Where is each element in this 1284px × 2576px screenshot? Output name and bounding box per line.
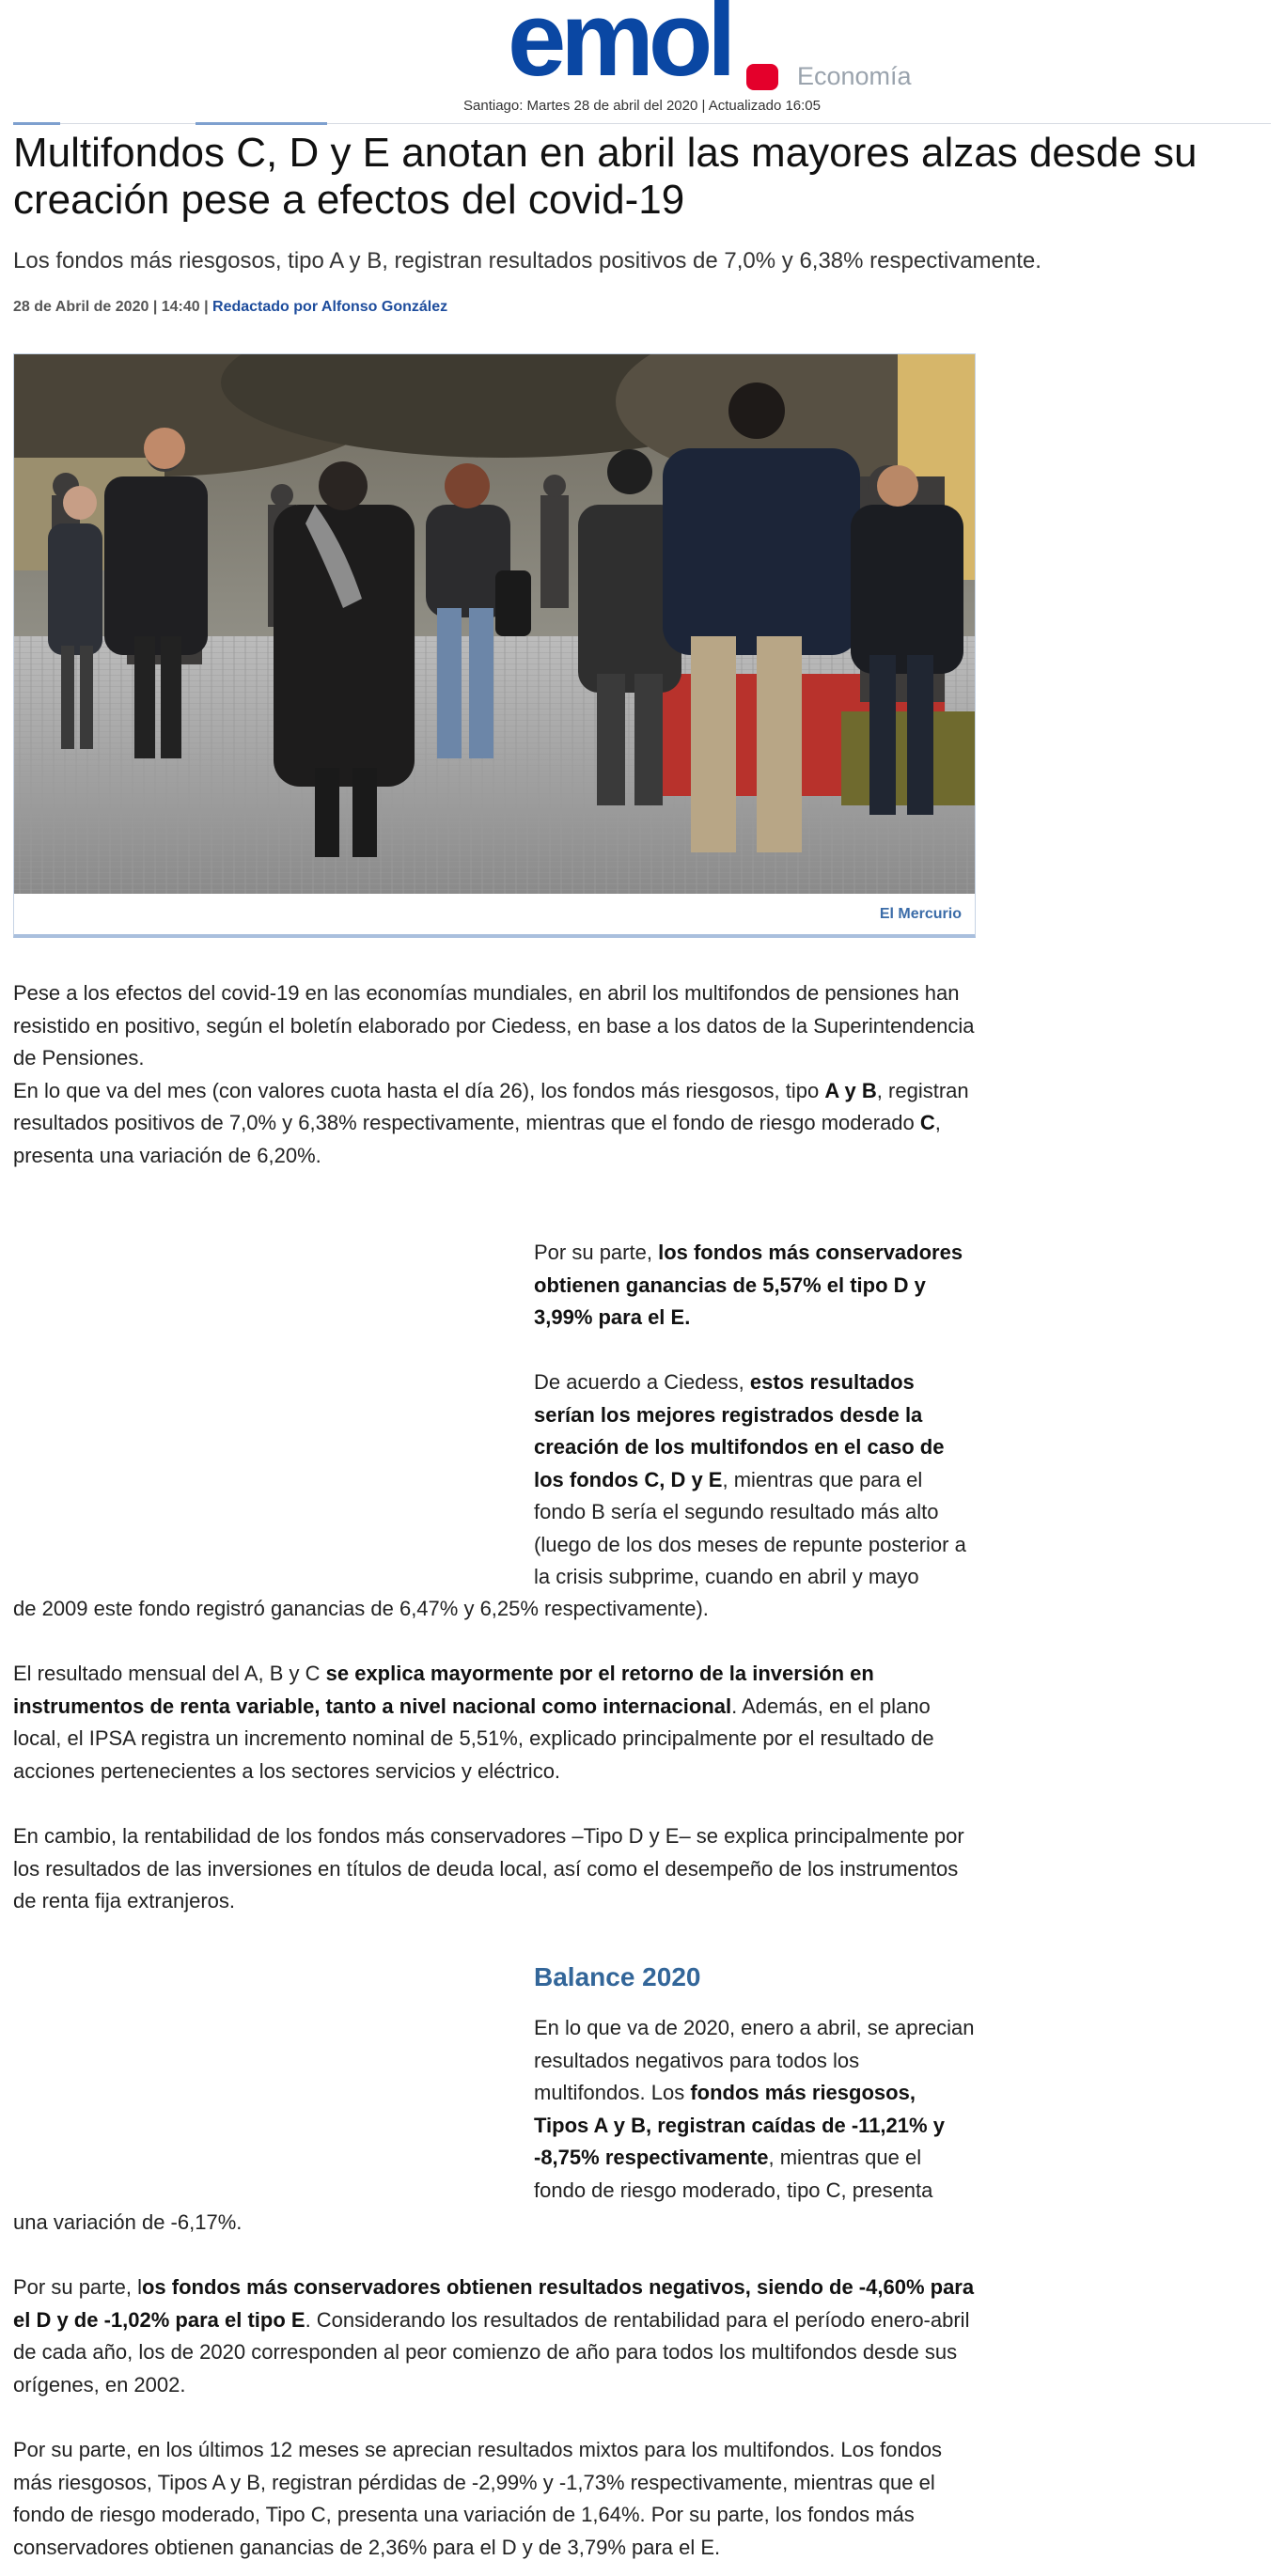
section-heading-balance: Balance 2020 <box>534 1962 701 1991</box>
float-3-text-b: , mientras que el fondo de riesgo moderado, tipo C, presenta <box>534 2146 933 2202</box>
author-link[interactable]: Redactado por Alfonso González <box>212 299 448 315</box>
paragraph-7-text-b: . Considerando los resultados de rentabilidad para el período enero-abril de cada año, los de 2020 corresponden al peor comienzo de año para todos los multifondos desde sus orígenes, en 2002. <box>13 2307 970 2396</box>
float-paragraph-1 <box>534 1237 976 1335</box>
float-2-bold: estos resultados serían los mejores registrados desde la creación de los multifondos en el caso de los fondos C, D y E <box>534 1370 945 1491</box>
site-header <box>0 0 1284 126</box>
float-paragraph-2 <box>534 1366 976 1594</box>
paragraph-2-bold-b: C <box>919 1111 935 1134</box>
photo-caption: El Mercurio <box>879 906 962 922</box>
logo-red-dot <box>746 64 778 90</box>
article-subtitle: Los fondos más riesgosos, tipo A y B, registran resultados positivos de 7,0% y 6,38% respectivamente. <box>13 248 1041 273</box>
float-2-text-b: , mientras que para el fondo B sería el segundo resultado más alto (luego de los dos meses de repunte posterior a la crisis subprime, cuando en abril y mayo <box>534 1467 966 1588</box>
paragraph-4-text-a: El resultado mensual del A, B y C <box>13 1662 326 1685</box>
paragraph-4 <box>13 1658 976 1788</box>
float-paragraph-3 <box>534 2012 976 2207</box>
paragraph-1-text: Pese a los efectos del covid-19 en las economías mundiales, en abril los multifondos de pensiones han resistido en positivo, según el boletín elaborado por Ciedess, en base a los datos de la Superintendencia de Pensiones. <box>13 981 975 1069</box>
paragraph-2-text-b: , registran resultados positivos de 7,0% y 6,38% respectivamente, mientras que el fondo de riesgo moderado <box>13 1078 969 1134</box>
paragraph-4-text-b: . Además, en el plano local, el IPSA registra un incremento nominal de 5,51%, explicado principalmente por el resultado de acciones pertenecientes a los sectores servicios y eléctrico. <box>13 1694 934 1783</box>
paragraph-5: En cambio, la rentabilidad de los fondos más conservadores –Tipo D y E– se explica principalmente por los resultados de las inversiones en títulos de deuda local, así como el desempeño de los instrumentos de renta fija extranjeros. <box>13 1824 964 1912</box>
article-byline <box>13 299 447 316</box>
paragraph-2-text-a: En lo que va del mes (con valores cuota hasta el día 26), los fondos más riesgosos, tipo <box>13 1078 825 1102</box>
emol-logo[interactable] <box>508 0 959 98</box>
float-1-text: Por su parte, <box>534 1241 659 1264</box>
paragraph-7-text-a: Por su parte, l <box>13 2275 142 2299</box>
paragraph-7 <box>13 2272 976 2401</box>
article-photo-frame <box>13 353 976 938</box>
article-title: Multifondos C, D y E anotan en abril las mayores alzas desde su creación pese a efectos del covid-19 <box>13 130 1198 223</box>
nav-accent-2 <box>196 122 327 125</box>
paragraph-2-text-c: , presenta una variación de 6,20%. <box>13 1111 941 1167</box>
nav-accent-1 <box>13 122 60 125</box>
dateline: Santiago: Martes 28 de abril del 2020 | Actualizado 16:05 <box>463 98 821 114</box>
street-scene-image <box>14 354 975 894</box>
article-date: 28 de Abril de 2020 | 14:40 | <box>13 299 213 315</box>
paragraph-1 <box>13 977 976 1172</box>
section-name[interactable]: Economía <box>797 62 912 90</box>
paragraph-6-tail: una variación de -6,17%. <box>13 2210 243 2234</box>
paragraph-2-bold-a: A y B <box>824 1078 877 1102</box>
paragraph-4-bold: se explica mayormente por el retorno de la inversión en instrumentos de renta variable, tanto a nivel nacional como internacional <box>13 1662 874 1718</box>
float-1-bold: los fondos más conservadores obtienen ganancias de 5,57% el tipo D y 3,99% para el E. <box>534 1241 963 1329</box>
logo-wordmark[interactable]: emol <box>508 0 731 98</box>
paragraph-7-bold: os fondos más conservadores obtienen resultados negativos, siendo de -4,60% para el D y de -1,02% para el tipo E <box>13 2275 975 2332</box>
paragraph-8: Por su parte, en los últimos 12 meses se aprecian resultados mixtos para los multifondos. Los fondos más riesgosos, Tipos A y B, registran pérdidas de -2,99% y -1,73% respectivamente, mientras que el fondo de riesgo moderado, Tipo C, presenta una variación de 1,64%. Por su parte, los fondos más conservadores obtienen ganancias de 2,36% para el D y de 3,79% para el E. <box>13 2438 943 2559</box>
article-photo[interactable] <box>14 354 975 894</box>
float-2-text-a: De acuerdo a Ciedess, <box>534 1370 750 1394</box>
float-3-bold: fondos más riesgosos, Tipos A y B, registran caídas de -11,21% y -8,75% respectivamente <box>534 2081 945 2169</box>
float-3-text-a: En lo que va de 2020, enero a abril, se aprecian resultados negativos para todos los multifondos. Los <box>534 2016 975 2104</box>
paragraph-3-tail: de 2009 este fondo registró ganancias de 6,47% y 6,25% respectivamente). <box>13 1597 709 1620</box>
